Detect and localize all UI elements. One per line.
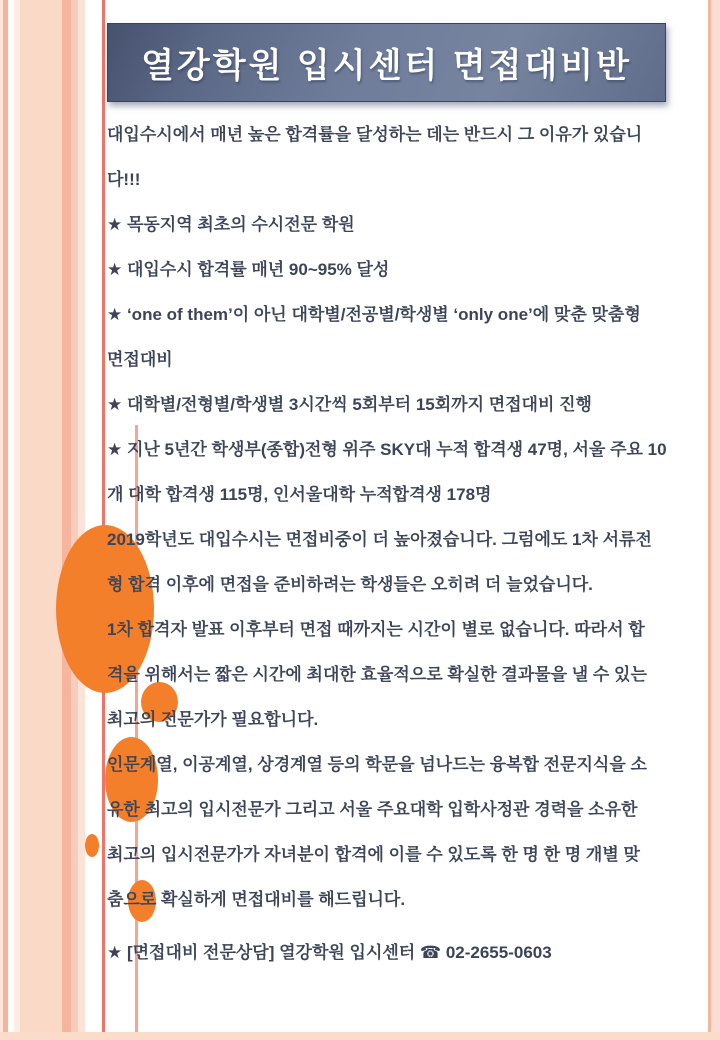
right-stripe-band bbox=[708, 0, 720, 1040]
text-line: 개 대학 합격생 115명, 인서울대학 누적합격생 178명 bbox=[107, 485, 492, 504]
text-line: 최고의 입시전문가가 자녀분이 합격에 이를 수 있도록 한 명 한 명 개별 맞 bbox=[107, 845, 640, 864]
paragraph bbox=[107, 112, 707, 202]
paragraph bbox=[107, 930, 707, 975]
text-line: ★ 대학별/전형별/학생별 3시간씩 5회부터 15회까지 면접대비 진행 bbox=[107, 395, 592, 414]
left-stripe-band bbox=[0, 0, 95, 1040]
vertical-accent-line-left bbox=[102, 0, 105, 1040]
paragraph bbox=[107, 382, 707, 427]
orange-blob-dot bbox=[85, 834, 99, 857]
body-text bbox=[107, 112, 707, 975]
text-line: 형 합격 이후에 면접을 준비하려는 학생들은 오히려 더 늘었습니다. bbox=[107, 575, 593, 594]
text-line: 유한 최고의 입시전문가 그리고 서울 주요대학 입학사정관 경력을 소유한 bbox=[107, 800, 638, 819]
text-line: ★ 목동지역 최초의 수시전문 학원 bbox=[107, 215, 355, 234]
text-line: 대입수시에서 매년 높은 합격률을 달성하는 데는 반드시 그 이유가 있습니 bbox=[107, 125, 643, 144]
text-line: 춤으로 확실하게 면접대비를 해드립니다. bbox=[107, 890, 406, 909]
text-line: ★ ‘one of them’이 아닌 대학별/전공별/학생별 ‘only one’에 맞춘 맞춤형 bbox=[107, 305, 641, 324]
page-title: 열강학원 입시센터 면접대비반 bbox=[141, 47, 632, 85]
paragraph bbox=[107, 427, 707, 517]
title-banner bbox=[107, 23, 666, 102]
text-line: 다!!! bbox=[107, 170, 141, 189]
paragraph bbox=[107, 292, 707, 382]
text-line: ★ 지난 5년간 학생부(종합)전형 위주 SKY대 누적 합격생 47명, 서울 주요 10 bbox=[107, 440, 667, 459]
text-line: 격을 위해서는 짧은 시간에 최대한 효율적으로 확실한 결과물을 낼 수 있는 bbox=[107, 665, 647, 684]
text-line: ★ [면접대비 전문상담] 열강학원 입시센터 ☎ 02-2655-0603 bbox=[107, 943, 552, 962]
text-line: 인문계열, 이공계열, 상경계열 등의 학문을 넘나드는 융복합 전문지식을 소 bbox=[107, 755, 647, 774]
text-line: 최고의 전문가가 필요합니다. bbox=[107, 710, 319, 729]
paragraph bbox=[107, 517, 707, 607]
text-line: 1차 합격자 발표 이후부터 면접 때까지는 시간이 별로 없습니다. 따라서 합 bbox=[107, 620, 645, 639]
bottom-stripe-band bbox=[0, 1032, 720, 1040]
paragraph bbox=[107, 247, 707, 292]
text-line: ★ 대입수시 합격률 매년 90~95% 달성 bbox=[107, 260, 390, 279]
text-line: 2019학년도 대입수시는 면접비중이 더 높아졌습니다. 그럼에도 1차 서류전 bbox=[107, 530, 652, 549]
paragraph bbox=[107, 742, 707, 922]
text-line: 면접대비 bbox=[107, 350, 173, 369]
paragraph bbox=[107, 607, 707, 742]
paragraph bbox=[107, 202, 707, 247]
